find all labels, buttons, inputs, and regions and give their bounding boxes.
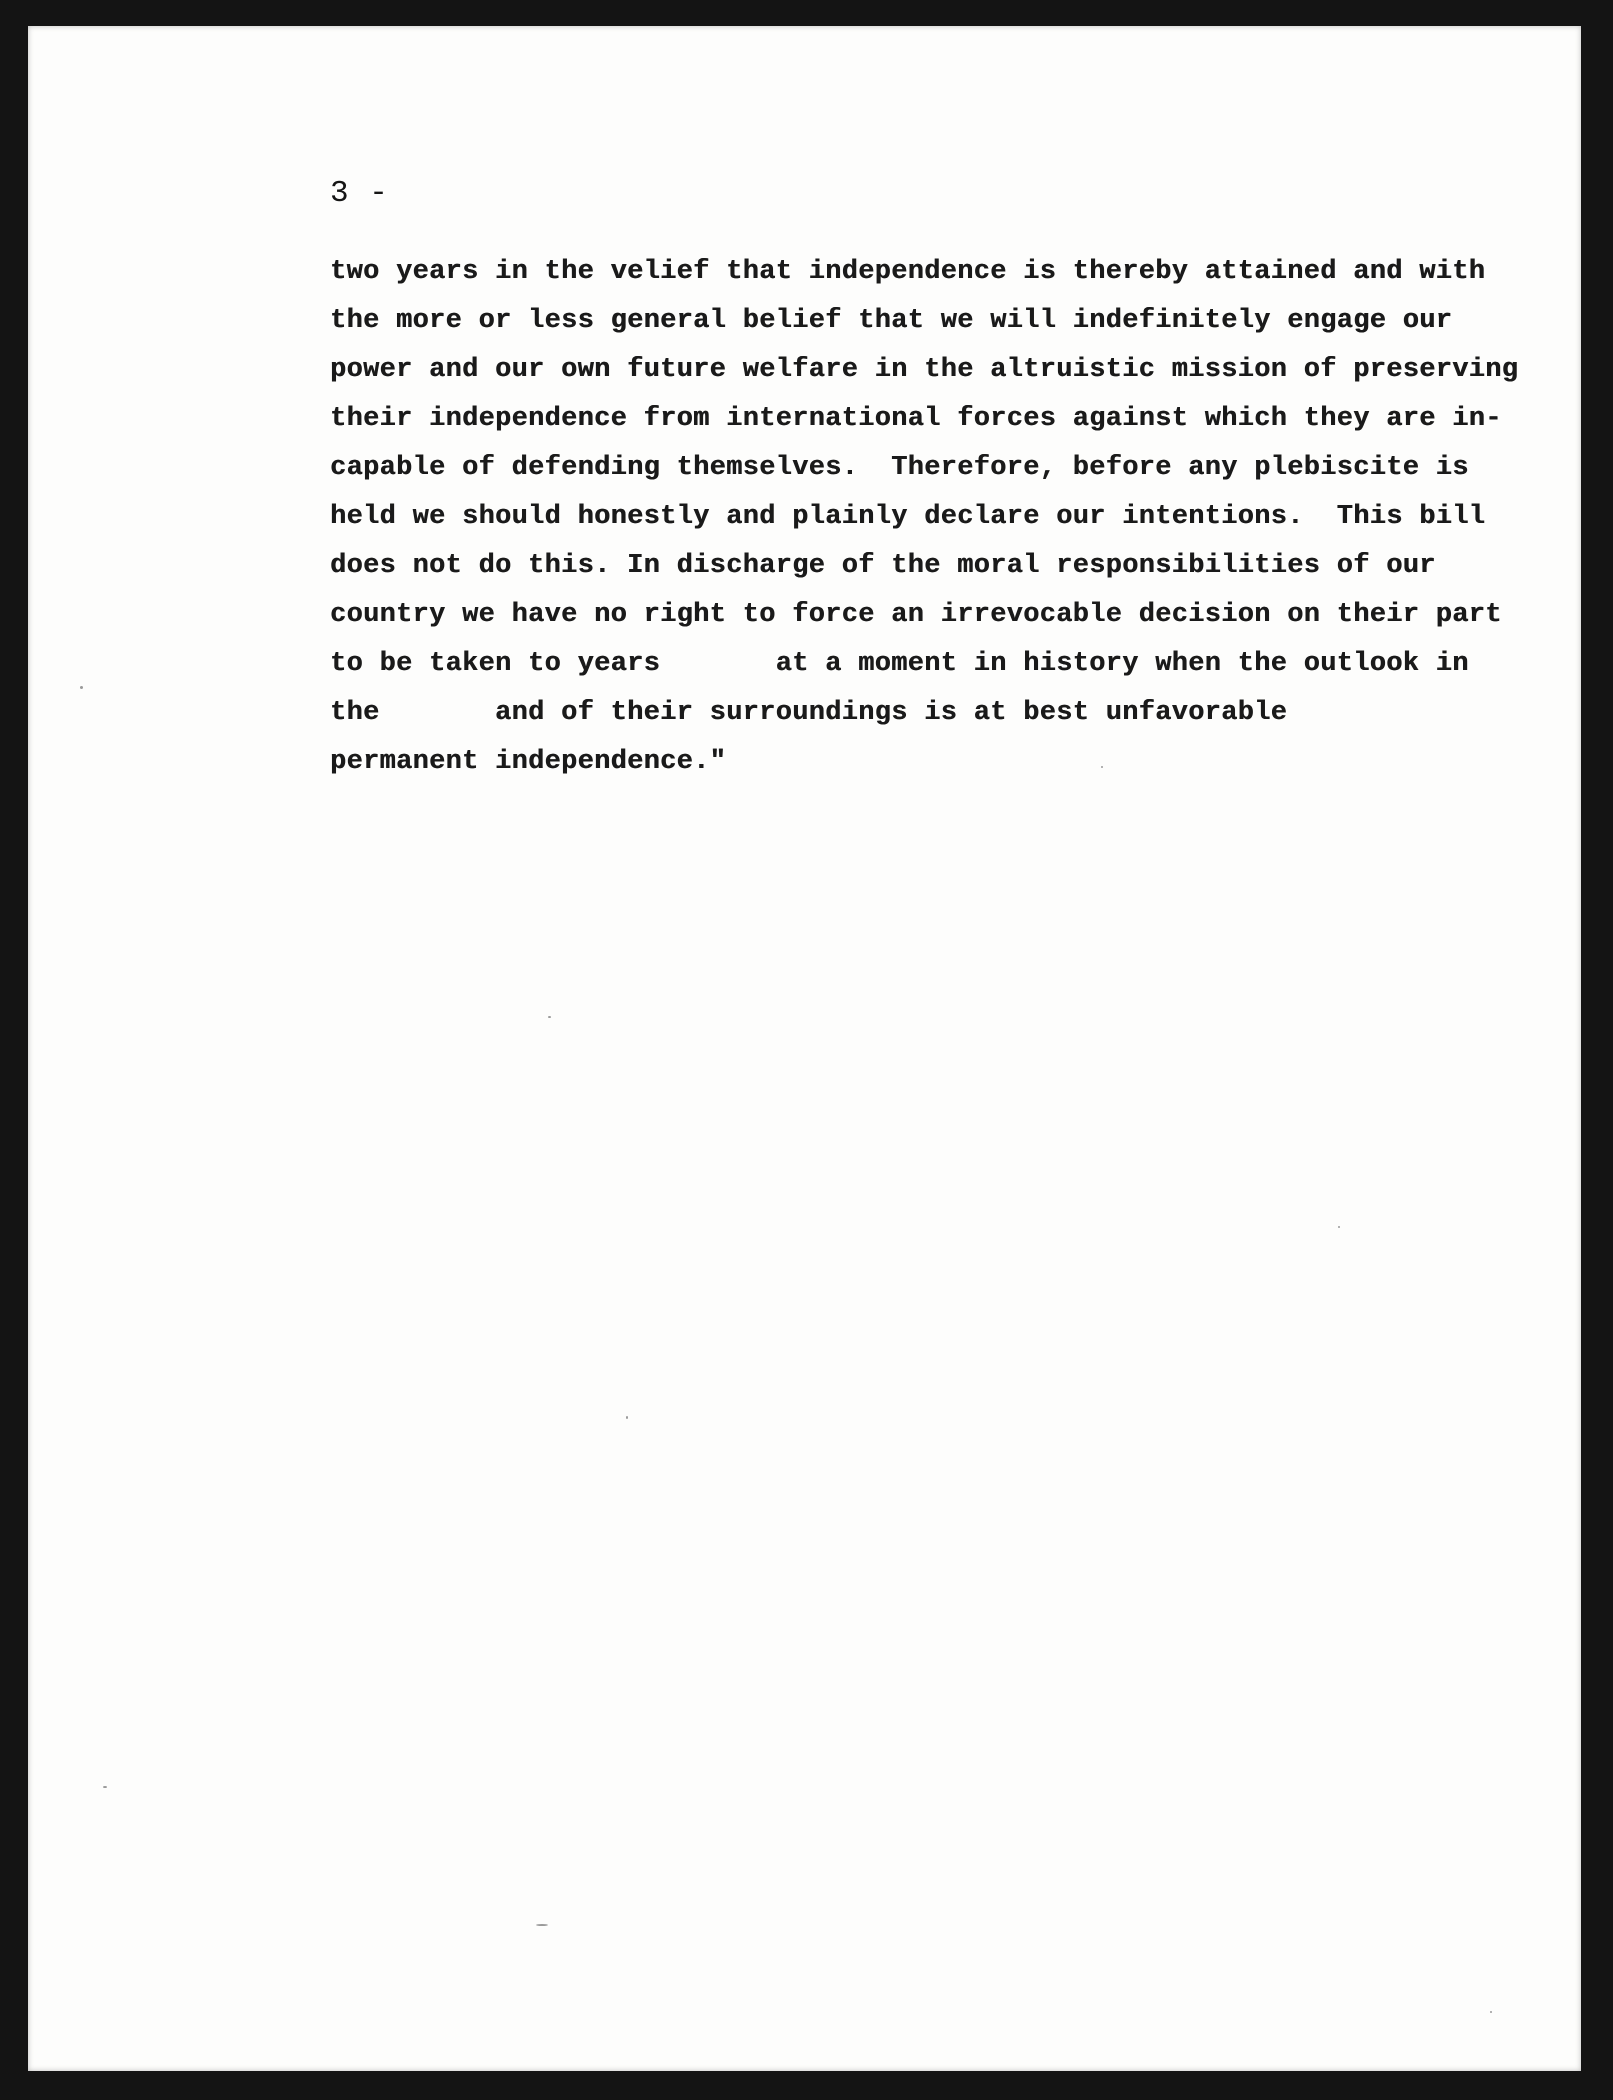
text-line: power and our own future welfare in the altruistic mission of preserving bbox=[330, 355, 1519, 385]
typewritten-body bbox=[330, 248, 1530, 787]
scan-speck bbox=[536, 1924, 548, 1926]
document-page bbox=[28, 26, 1581, 2071]
scan-speck bbox=[548, 1016, 551, 1018]
scan-speck bbox=[626, 1416, 628, 1419]
page-number: 3 - bbox=[330, 176, 389, 211]
text-line: capable of defending themselves. Therefore, before any plebiscite is bbox=[330, 453, 1469, 483]
scan-speck bbox=[1338, 1226, 1340, 1228]
text-line: two years in the velief that independence is thereby attained and with bbox=[330, 257, 1486, 287]
text-line: the and of their surroundings is at best unfavorable bbox=[330, 698, 1288, 728]
scan-speck bbox=[1101, 766, 1103, 768]
text-line: held we should honestly and plainly declare our intentions. This bill bbox=[330, 502, 1486, 532]
text-line: permanent independence." bbox=[330, 747, 727, 777]
text-line: the more or less general belief that we will indefinitely engage our bbox=[330, 306, 1453, 336]
scan-speck bbox=[103, 1786, 107, 1788]
text-line: their independence from international forces against which they are in- bbox=[330, 404, 1502, 434]
scan-speck bbox=[1490, 2011, 1492, 2013]
text-line: does not do this. In discharge of the moral responsibilities of our bbox=[330, 551, 1436, 581]
text-line: to be taken to years at a moment in history when the outlook in bbox=[330, 649, 1469, 679]
scan-speck bbox=[80, 686, 83, 689]
text-line: country we have no right to force an irrevocable decision on their part bbox=[330, 600, 1502, 630]
